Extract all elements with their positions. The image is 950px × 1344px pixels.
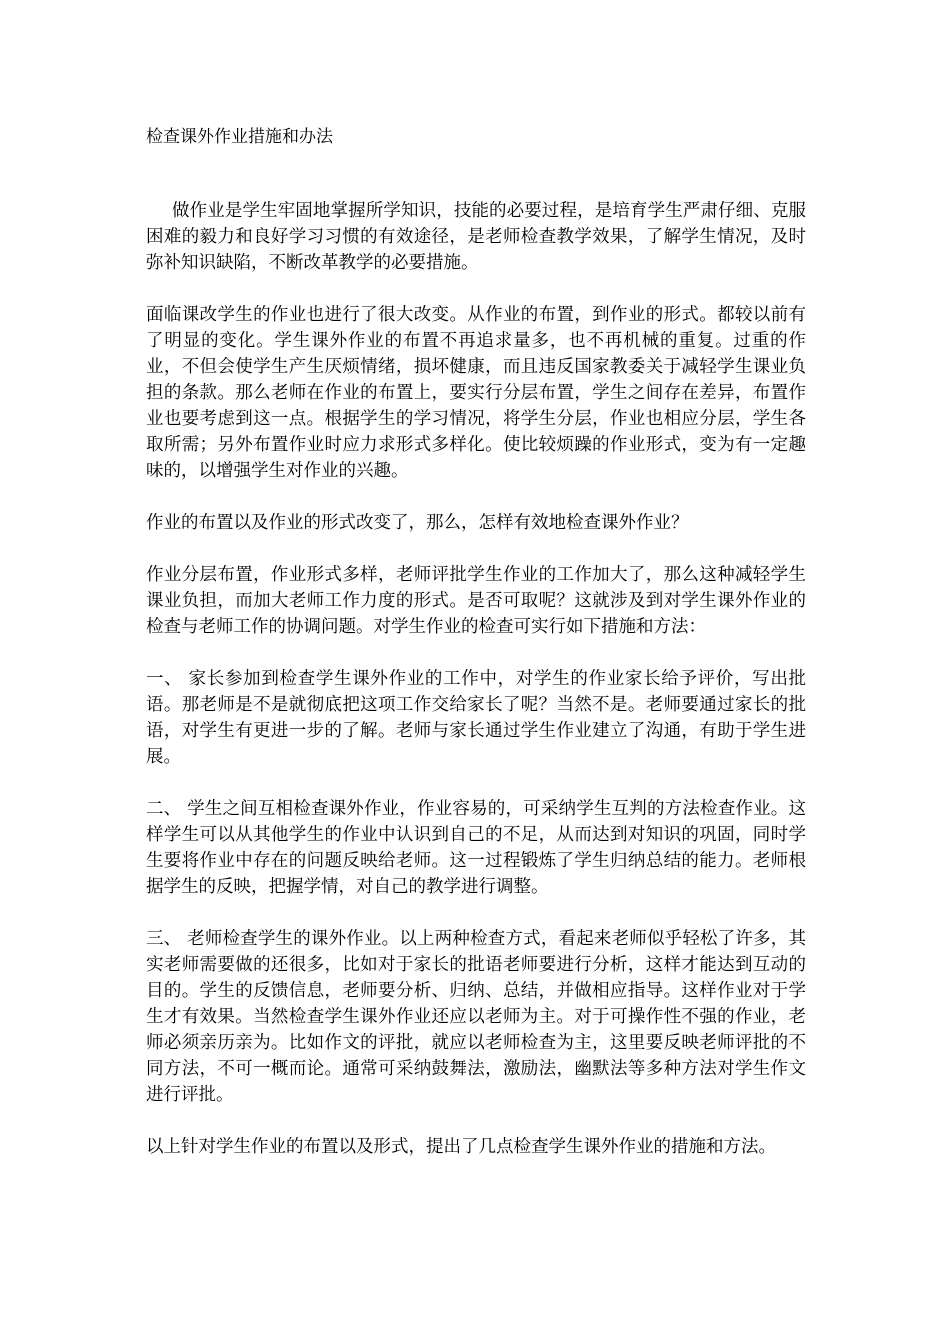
paragraph-measure-two: 二、 学生之间互相检查课外作业，作业容易的，可采纳学生互判的方法检查作业。这样学生可以从其他学生的作业中认识到自己的不足，从而达到对知识的巩固，同时学生要将作业中存在的问题反映给老师。这一过程锻炼了学生归纳总结的能力。老师根据学生的反映，把握学情，对自己的教学进行调整。 bbox=[146, 799, 806, 897]
paragraph-measures-intro: 作业分层布置，作业形式多样，老师评批学生作业的工作加大了，那么这种减轻学生课业负担，而加大老师工作力度的形式。是否可取呢？这就涉及到对学生课外作业的检查与老师工作的协调问题。对学生作业的检查可实行如下措施和方法： bbox=[146, 565, 806, 637]
paragraph-conclusion: 以上针对学生作业的布置以及形式，提出了几点检查学生课外作业的措施和方法。 bbox=[146, 1137, 776, 1157]
paragraph-curriculum-reform: 面临课改学生的作业也进行了很大改变。从作业的布置，到作业的形式。都较以前有了明显的变化。学生课外作业的布置不再追求量多，也不再机械的重复。过重的作业，不但会使学生产生厌烦情绪，损坏健康，而且违反国家教委关于减轻学生课业负担的条款。那么老师在作业的布置上，要实行分层布置，学生之间存在差异，布置作业也要考虑到这一点。根据学生的学习情况，将学生分层，作业也相应分层，学生各取所需；另外布置作业时应力求形式多样化。使比较烦躁的作业形式，变为有一定趣味的，以增强学生对作业的兴趣。 bbox=[146, 305, 806, 481]
document-title: 检查课外作业措施和办法 bbox=[146, 127, 333, 147]
paragraph-intro: 做作业是学生牢固地掌握所学知识，技能的必要过程，是培育学生严肃仔细、克服困难的毅力和良好学习习惯的有效途径，是老师检查教学效果，了解学生情况，及时弥补知识缺陷，不断改革教学的必要措施。 bbox=[146, 201, 806, 273]
paragraph-measure-three: 三、 老师检查学生的课外作业。以上两种检查方式，看起来老师似乎轻松了许多，其实老师需要做的还很多，比如对于家长的批语老师要进行分析，这样才能达到互动的目的。学生的反馈信息，老师要分析、归纳、总结，并做相应指导。这样作业对于学生才有效果。当然检查学生课外作业还应以老师为主。对于可操作性不强的作业，老师必须亲历亲为。比如作文的评批，就应以老师检查为主，这里要反映老师评批的不同方法，不可一概而论。通常可采纳鼓舞法，激励法，幽默法等多种方法对学生作文进行评批。 bbox=[146, 929, 806, 1105]
document-body bbox=[146, 198, 806, 1186]
paragraph-measure-one: 一、 家长参加到检查学生课外作业的工作中，对学生的作业家长给予评价，写出批语。那老师是不是就彻底把这项工作交给家长了呢？当然不是。老师要通过家长的批语，对学生有更进一步的了解。老师与家长通过学生作业建立了沟通，有助于学生进展。 bbox=[146, 669, 806, 767]
paragraph-question: 作业的布置以及作业的形式改变了，那么，怎样有效地检查课外作业？ bbox=[146, 513, 689, 533]
